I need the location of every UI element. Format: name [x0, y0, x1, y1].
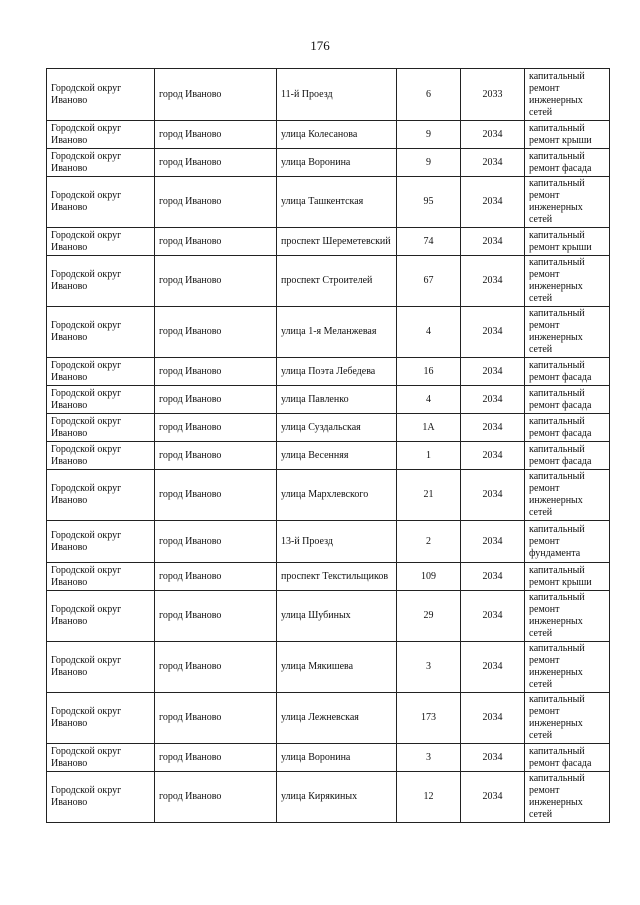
work-type-cell: капитальный ремонт крыши [525, 228, 610, 256]
house-number-cell: 2 [397, 521, 461, 563]
settlement-cell: город Иваново [155, 149, 277, 177]
settlement-cell: город Иваново [155, 256, 277, 307]
municipality-cell: Городской округ Иваново [47, 414, 155, 442]
house-number-cell: 3 [397, 642, 461, 693]
street-cell: улица 1-я Меланжевая [277, 307, 397, 358]
street-cell: улица Лежневская [277, 693, 397, 744]
year-cell: 2033 [461, 69, 525, 121]
table-row [47, 256, 610, 307]
table-row [47, 744, 610, 772]
settlement-cell: город Иваново [155, 772, 277, 823]
table-row [47, 563, 610, 591]
work-type-cell: капитальный ремонт инженерных сетей [525, 69, 610, 121]
settlement-cell: город Иваново [155, 228, 277, 256]
settlement-cell: город Иваново [155, 470, 277, 521]
settlement-cell: город Иваново [155, 69, 277, 121]
table-row [47, 358, 610, 386]
house-number-cell: 12 [397, 772, 461, 823]
house-number-cell: 4 [397, 386, 461, 414]
year-cell: 2034 [461, 149, 525, 177]
house-number-cell: 74 [397, 228, 461, 256]
table-row [47, 591, 610, 642]
municipality-cell: Городской округ Иваново [47, 693, 155, 744]
settlement-cell: город Иваново [155, 414, 277, 442]
work-type-cell: капитальный ремонт фасада [525, 744, 610, 772]
year-cell: 2034 [461, 442, 525, 470]
municipality-cell: Городской округ Иваново [47, 69, 155, 121]
repair-schedule-table [46, 68, 610, 823]
house-number-cell: 173 [397, 693, 461, 744]
settlement-cell: город Иваново [155, 521, 277, 563]
street-cell: улица Воронина [277, 149, 397, 177]
settlement-cell: город Иваново [155, 591, 277, 642]
municipality-cell: Городской округ Иваново [47, 358, 155, 386]
municipality-cell: Городской округ Иваново [47, 744, 155, 772]
work-type-cell: капитальный ремонт фундамента [525, 521, 610, 563]
table-row [47, 642, 610, 693]
street-cell: улица Мякишева [277, 642, 397, 693]
settlement-cell: город Иваново [155, 358, 277, 386]
settlement-cell: город Иваново [155, 642, 277, 693]
settlement-cell: город Иваново [155, 386, 277, 414]
work-type-cell: капитальный ремонт инженерных сетей [525, 693, 610, 744]
house-number-cell: 29 [397, 591, 461, 642]
house-number-cell: 21 [397, 470, 461, 521]
house-number-cell: 1А [397, 414, 461, 442]
settlement-cell: город Иваново [155, 693, 277, 744]
street-cell: улица Мархлевского [277, 470, 397, 521]
house-number-cell: 1 [397, 442, 461, 470]
house-number-cell: 9 [397, 121, 461, 149]
house-number-cell: 109 [397, 563, 461, 591]
settlement-cell: город Иваново [155, 563, 277, 591]
year-cell: 2034 [461, 228, 525, 256]
table-row [47, 386, 610, 414]
table-row [47, 521, 610, 563]
work-type-cell: капитальный ремонт инженерных сетей [525, 470, 610, 521]
year-cell: 2034 [461, 470, 525, 521]
municipality-cell: Городской округ Иваново [47, 256, 155, 307]
settlement-cell: город Иваново [155, 307, 277, 358]
work-type-cell: капитальный ремонт инженерных сетей [525, 591, 610, 642]
work-type-cell: капитальный ремонт фасада [525, 414, 610, 442]
street-cell: проспект Текстильщиков [277, 563, 397, 591]
house-number-cell: 3 [397, 744, 461, 772]
year-cell: 2034 [461, 591, 525, 642]
municipality-cell: Городской округ Иваново [47, 642, 155, 693]
year-cell: 2034 [461, 358, 525, 386]
municipality-cell: Городской округ Иваново [47, 386, 155, 414]
municipality-cell: Городской округ Иваново [47, 121, 155, 149]
year-cell: 2034 [461, 563, 525, 591]
street-cell: улица Суздальская [277, 414, 397, 442]
settlement-cell: город Иваново [155, 442, 277, 470]
year-cell: 2034 [461, 642, 525, 693]
table-row [47, 149, 610, 177]
street-cell: улица Поэта Лебедева [277, 358, 397, 386]
table-row [47, 442, 610, 470]
year-cell: 2034 [461, 521, 525, 563]
street-cell: улица Шубиных [277, 591, 397, 642]
settlement-cell: город Иваново [155, 121, 277, 149]
municipality-cell: Городской округ Иваново [47, 470, 155, 521]
work-type-cell: капитальный ремонт крыши [525, 121, 610, 149]
page-number: 176 [310, 38, 330, 53]
street-cell: улица Павленко [277, 386, 397, 414]
table-row [47, 121, 610, 149]
street-cell: улица Воронина [277, 744, 397, 772]
municipality-cell: Городской округ Иваново [47, 591, 155, 642]
street-cell: 11-й Проезд [277, 69, 397, 121]
table-row [47, 228, 610, 256]
house-number-cell: 9 [397, 149, 461, 177]
house-number-cell: 4 [397, 307, 461, 358]
year-cell: 2034 [461, 744, 525, 772]
settlement-cell: город Иваново [155, 744, 277, 772]
municipality-cell: Городской округ Иваново [47, 772, 155, 823]
work-type-cell: капитальный ремонт фасада [525, 358, 610, 386]
work-type-cell: капитальный ремонт инженерных сетей [525, 256, 610, 307]
year-cell: 2034 [461, 121, 525, 149]
table-row [47, 414, 610, 442]
settlement-cell: город Иваново [155, 177, 277, 228]
table-row [47, 772, 610, 823]
house-number-cell: 6 [397, 69, 461, 121]
work-type-cell: капитальный ремонт инженерных сетей [525, 642, 610, 693]
year-cell: 2034 [461, 307, 525, 358]
work-type-cell: капитальный ремонт фасада [525, 149, 610, 177]
work-type-cell: капитальный ремонт инженерных сетей [525, 772, 610, 823]
work-type-cell: капитальный ремонт фасада [525, 442, 610, 470]
year-cell: 2034 [461, 386, 525, 414]
municipality-cell: Городской округ Иваново [47, 307, 155, 358]
year-cell: 2034 [461, 256, 525, 307]
work-type-cell: капитальный ремонт фасада [525, 386, 610, 414]
table-row [47, 307, 610, 358]
street-cell: улица Колесанова [277, 121, 397, 149]
municipality-cell: Городской округ Иваново [47, 228, 155, 256]
municipality-cell: Городской округ Иваново [47, 521, 155, 563]
year-cell: 2034 [461, 693, 525, 744]
street-cell: улица Ташкентская [277, 177, 397, 228]
year-cell: 2034 [461, 414, 525, 442]
street-cell: улица Кирякиных [277, 772, 397, 823]
municipality-cell: Городской округ Иваново [47, 442, 155, 470]
table-row [47, 470, 610, 521]
table-row [47, 693, 610, 744]
work-type-cell: капитальный ремонт инженерных сетей [525, 177, 610, 228]
street-cell: 13-й Проезд [277, 521, 397, 563]
table-row [47, 177, 610, 228]
house-number-cell: 95 [397, 177, 461, 228]
municipality-cell: Городской округ Иваново [47, 563, 155, 591]
table-row [47, 69, 610, 121]
work-type-cell: капитальный ремонт инженерных сетей [525, 307, 610, 358]
house-number-cell: 16 [397, 358, 461, 386]
year-cell: 2034 [461, 772, 525, 823]
work-type-cell: капитальный ремонт крыши [525, 563, 610, 591]
street-cell: проспект Шереметевский [277, 228, 397, 256]
house-number-cell: 67 [397, 256, 461, 307]
street-cell: улица Весенняя [277, 442, 397, 470]
municipality-cell: Городской округ Иваново [47, 177, 155, 228]
year-cell: 2034 [461, 177, 525, 228]
municipality-cell: Городской округ Иваново [47, 149, 155, 177]
street-cell: проспект Строителей [277, 256, 397, 307]
